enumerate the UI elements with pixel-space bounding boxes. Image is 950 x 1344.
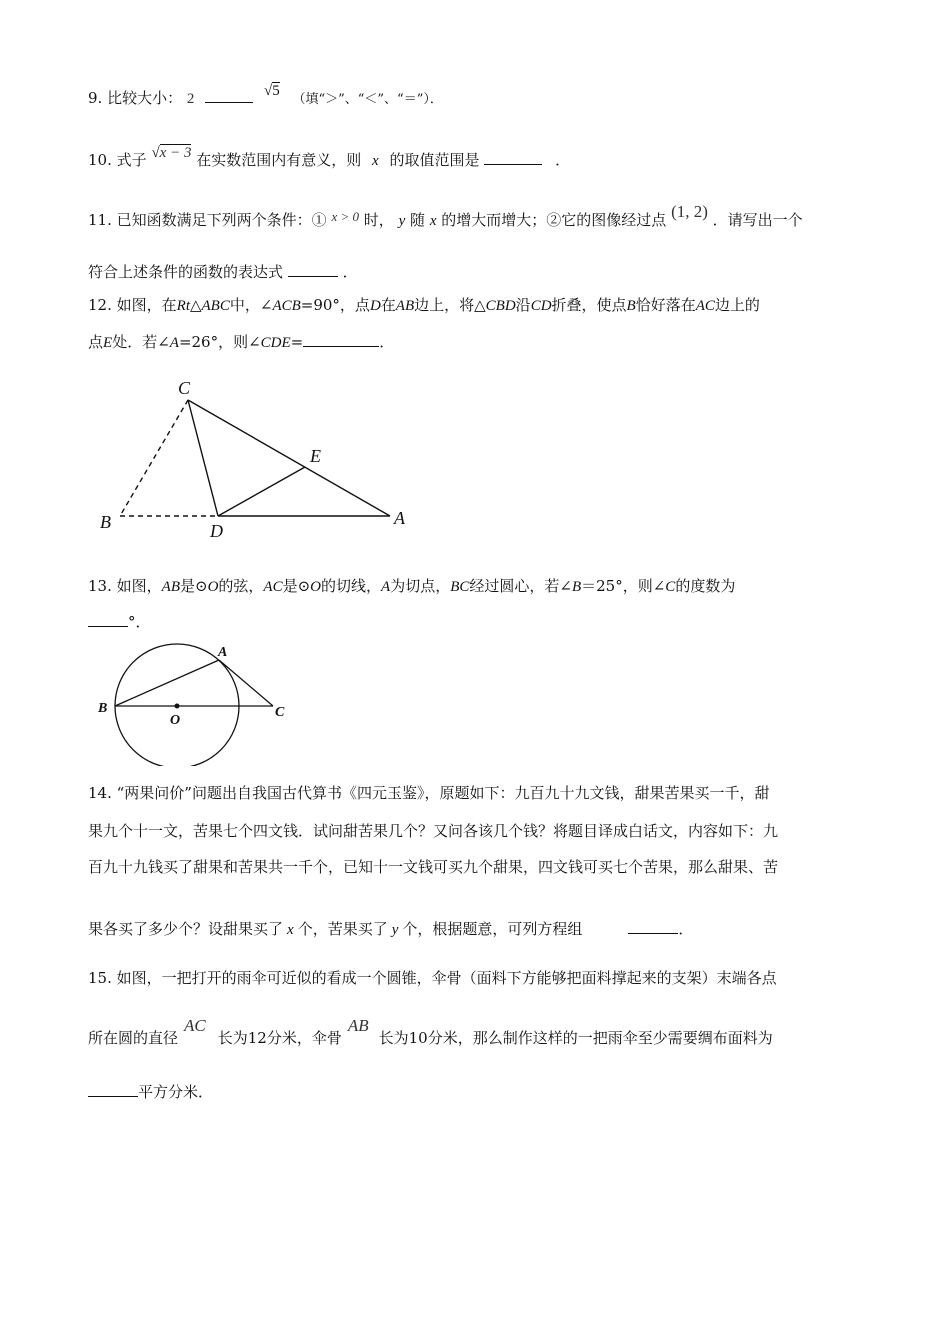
q13-point: O bbox=[310, 579, 322, 595]
q15-segment-ac: AC bbox=[184, 1016, 206, 1035]
q13-segment: BC bbox=[450, 579, 470, 595]
q14-text: 个，苦果买了 bbox=[297, 920, 388, 938]
q13-text: 的度数为 bbox=[675, 577, 736, 595]
question-14-line3 bbox=[88, 857, 778, 877]
q14-line2: 果九个十一文，苦果七个四文钱．试问甜苦果几个？又问各该几个钱？将题目译成白话文，内容如下：九 bbox=[88, 822, 779, 840]
q11-number: 11. bbox=[88, 211, 112, 229]
q13-line2-end: °． bbox=[128, 613, 151, 631]
q13-angle: ∠B bbox=[559, 579, 582, 595]
q10-post: 的取值范围是 bbox=[389, 151, 480, 169]
q13-text: 如图， bbox=[116, 577, 162, 595]
q14-text: 果各买了多少个？设甜果买了 bbox=[88, 920, 284, 938]
q13-text: 的弦， bbox=[218, 577, 264, 595]
q11-line2: 符合上述条件的函数的表达式 bbox=[88, 263, 284, 281]
q11-answer-blank[interactable] bbox=[288, 262, 338, 277]
q12-figure bbox=[92, 374, 422, 544]
question-14-line2 bbox=[88, 821, 778, 841]
q12-text: 恰好落在 bbox=[635, 296, 696, 314]
q15-text: 所在圆的直径 bbox=[88, 1029, 179, 1047]
q13-text: 是⊙ bbox=[179, 577, 208, 595]
question-14-line4 bbox=[88, 919, 693, 940]
q12-angle: ∠A bbox=[157, 335, 179, 351]
q12-label-a: A bbox=[394, 508, 405, 528]
q12-angle: ∠ACB bbox=[259, 298, 301, 314]
q12-label-c: C bbox=[178, 378, 191, 398]
q10-radicand: x − 3 bbox=[159, 145, 192, 161]
q13-label-c: C bbox=[275, 705, 285, 720]
q12-segment-cd bbox=[188, 400, 218, 516]
q15-answer-blank[interactable] bbox=[88, 1082, 138, 1097]
q12-label-d: D bbox=[210, 521, 223, 541]
q15-line3: 平方分米． bbox=[138, 1083, 214, 1101]
q12-segment: AB bbox=[395, 298, 415, 314]
q12-text: 如图，在 bbox=[116, 296, 177, 314]
q11-x: x bbox=[429, 213, 437, 229]
q11-point: (1, 2) bbox=[671, 202, 708, 221]
q14-line1: “两果问价”问题出自我国古代算书《四元玉鉴》，原题如下：九百九十九文钱，甜果苦果买一千，甜 bbox=[116, 784, 770, 802]
q12-text: 沿 bbox=[515, 296, 531, 314]
question-13 bbox=[88, 576, 735, 597]
q12-text: 在 bbox=[380, 296, 396, 314]
q9-lhs: 2 bbox=[186, 91, 195, 107]
q13-segment-ba bbox=[115, 660, 219, 706]
q12-point: D bbox=[369, 298, 381, 314]
q12-answer-blank[interactable] bbox=[303, 332, 379, 347]
q12-text: 边上的 bbox=[714, 296, 760, 314]
q12-triangle: CBD bbox=[485, 298, 516, 314]
q12-text: = bbox=[290, 333, 304, 351]
question-15-line2 bbox=[88, 1016, 773, 1048]
q10-mid: 在实数范围内有意义，则 bbox=[196, 151, 362, 169]
q12-text: 点 bbox=[88, 333, 104, 351]
q12-angle: ∠CDE bbox=[248, 335, 291, 351]
q13-segment: AC bbox=[263, 579, 283, 595]
q15-number: 15. bbox=[88, 969, 112, 987]
q11-mid3: 的增大而增大；②它的图像经过点 bbox=[441, 211, 667, 229]
q11-end: ． bbox=[342, 263, 358, 281]
q14-text: ． bbox=[678, 920, 694, 938]
q13-answer-blank[interactable] bbox=[88, 612, 128, 627]
q11-condition: x > 0 bbox=[331, 209, 359, 224]
question-11 bbox=[88, 202, 803, 231]
q11-post: ．请写出一个 bbox=[712, 211, 803, 229]
q9-number: 9. bbox=[88, 89, 103, 107]
q9-radicand: 5 bbox=[272, 83, 280, 99]
q14-var-x: x bbox=[287, 922, 294, 938]
q12-segment-ca bbox=[188, 400, 390, 516]
question-13-line2 bbox=[88, 612, 151, 632]
q12-point: B bbox=[626, 298, 636, 314]
question-9 bbox=[88, 83, 443, 110]
q14-answer-blank[interactable] bbox=[628, 919, 678, 934]
q11-pre: 已知函数满足下列两个条件：① bbox=[116, 211, 327, 229]
q14-text: 个，根据题意，可列方程组 bbox=[402, 920, 583, 938]
q12-number: 12. bbox=[88, 296, 112, 314]
q12-segment-cb bbox=[120, 400, 188, 516]
q12-point: E bbox=[103, 335, 113, 351]
q13-label-b: B bbox=[98, 701, 108, 716]
q13-label-a: A bbox=[218, 645, 228, 660]
q10-pre: 式子 bbox=[116, 151, 147, 169]
question-15-line3 bbox=[88, 1082, 213, 1102]
q10-end: ． bbox=[555, 151, 571, 169]
question-11-line2 bbox=[88, 262, 358, 282]
q12-text: 中， bbox=[229, 296, 260, 314]
question-10 bbox=[88, 145, 571, 171]
q15-text: 长为10分米，那么制作这样的一把雨伞至少需要绸布面料为 bbox=[378, 1029, 773, 1047]
q12-segment-de bbox=[218, 467, 305, 516]
q12-text: =90°，点 bbox=[300, 296, 370, 314]
q11-y: y bbox=[398, 213, 406, 229]
q12-segment: CD bbox=[530, 298, 552, 314]
q13-text: 为切点， bbox=[390, 577, 451, 595]
q13-point: A bbox=[381, 579, 391, 595]
q12-segment: AC bbox=[695, 298, 715, 314]
q13-center-dot bbox=[175, 704, 180, 709]
q13-text: 经过圆心，若 bbox=[469, 577, 560, 595]
q13-text: ＝25°，则 bbox=[581, 577, 653, 595]
question-12 bbox=[88, 295, 760, 316]
q13-segment-ac bbox=[219, 660, 273, 706]
q14-var-y: y bbox=[391, 922, 399, 938]
question-15 bbox=[88, 968, 777, 988]
q13-text: 的切线， bbox=[321, 577, 382, 595]
q12-text: 边上，将△ bbox=[414, 296, 486, 314]
q12-text: ． bbox=[379, 333, 395, 351]
question-12-line2 bbox=[88, 332, 394, 353]
q14-line3: 百九十九钱买了甜果和苦果共一千个，已知十一文钱可买九个甜果，四文钱可买七个苦果，那么甜果、苦 bbox=[88, 858, 779, 876]
q15-text: 长为12分米，伞骨 bbox=[217, 1029, 342, 1047]
q12-text: =26°，则 bbox=[178, 333, 249, 351]
q12-text: 折叠，使点 bbox=[551, 296, 627, 314]
q13-figure bbox=[92, 638, 292, 766]
q12-triangle: Rt△ABC bbox=[176, 298, 230, 314]
q10-answer-blank[interactable] bbox=[484, 150, 542, 165]
q15-line1: 如图，一把打开的雨伞可近似的看成一个圆锥，伞骨（面料下方能够把面料撑起来的支架）末端各点 bbox=[116, 969, 777, 987]
q10-number: 10. bbox=[88, 151, 112, 169]
q13-segment: AB bbox=[161, 579, 180, 595]
q12-label-e: E bbox=[310, 446, 321, 466]
q9-answer-blank[interactable] bbox=[205, 88, 253, 103]
q9-text: 比较大小： bbox=[107, 89, 183, 107]
q13-label-o: O bbox=[170, 713, 181, 728]
q13-number: 13. bbox=[88, 577, 112, 595]
q12-label-b: B bbox=[100, 512, 111, 532]
q11-mid2: 随 bbox=[410, 211, 426, 229]
q14-number: 14. bbox=[88, 784, 112, 802]
q10-var: x bbox=[372, 153, 379, 169]
q11-mid1: 时， bbox=[363, 211, 394, 229]
q13-point: O bbox=[207, 579, 219, 595]
q9-rhs-radical: √5 bbox=[263, 83, 280, 99]
q15-segment-ab: AB bbox=[347, 1016, 369, 1035]
question-14 bbox=[88, 783, 769, 803]
q10-radical: √x − 3 bbox=[151, 145, 192, 161]
q13-angle: ∠C bbox=[652, 579, 676, 595]
q12-text: 处．若 bbox=[112, 333, 158, 351]
q13-text: 是⊙ bbox=[282, 577, 311, 595]
q9-hint: （填“＞”、“＜”、“＝”）． bbox=[292, 92, 443, 107]
